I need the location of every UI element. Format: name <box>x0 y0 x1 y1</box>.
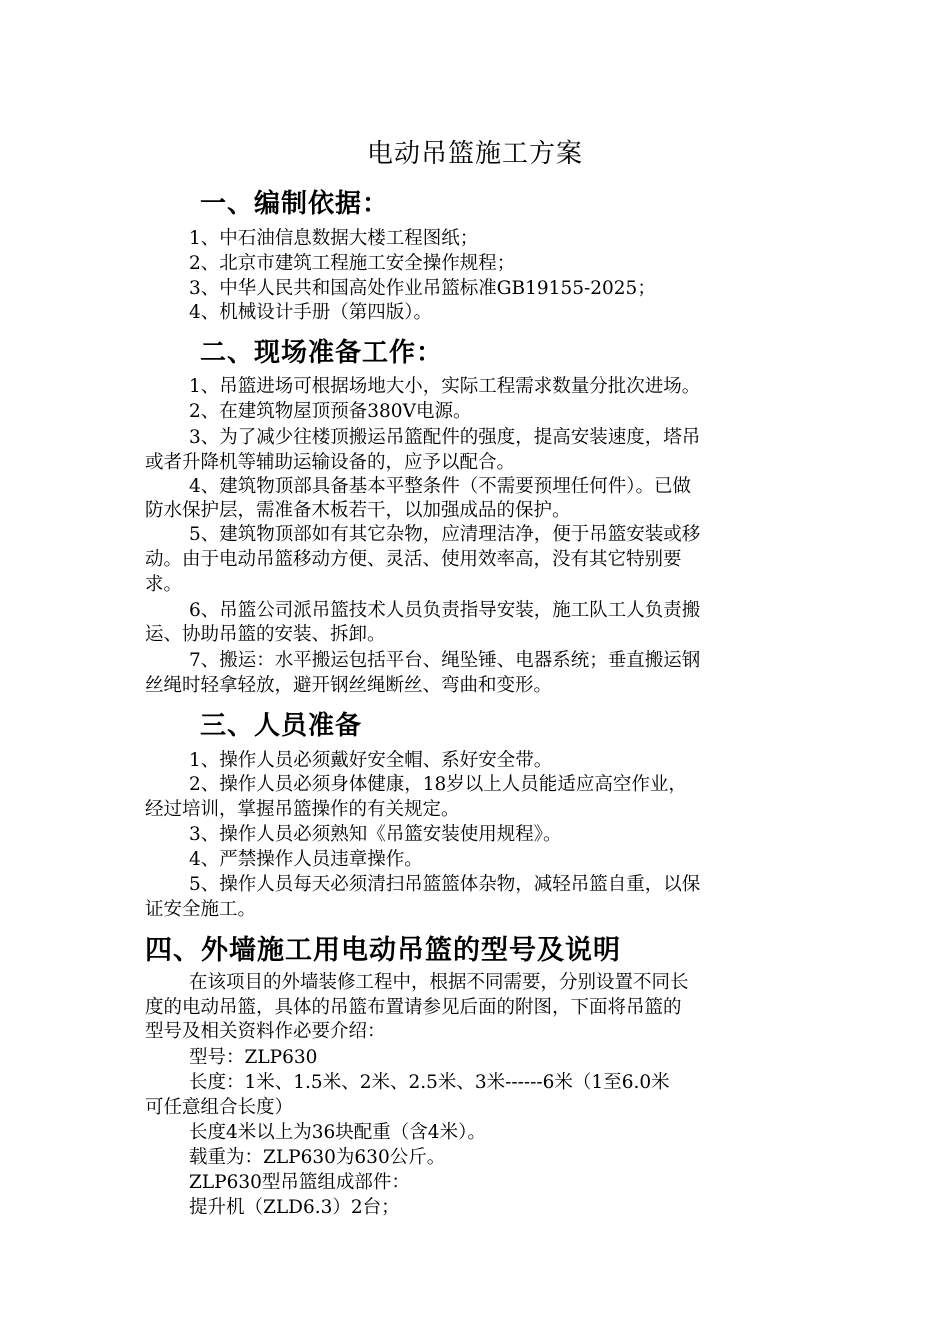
paragraph-line: 防水保护层，需准备木板若干，以加强成品的保护。 <box>145 500 571 521</box>
section-heading-4: 四、外墙施工用电动吊篮的型号及说明 <box>145 935 621 966</box>
section-heading-3: 三、人员准备 <box>200 711 363 741</box>
paragraph-line: 在该项目的外墙装修工程中，根据不同需要，分别设置不同长 <box>189 972 689 993</box>
paragraph-line: 提升机（ZLD6.3）2台； <box>189 1197 400 1218</box>
paragraph-line: 经过培训，掌握吊篮操作的有关规定。 <box>145 799 460 820</box>
paragraph-line: 1、吊篮进场可根据场地大小，实际工程需求数量分批次进场。 <box>189 376 701 397</box>
paragraph-line: 1、操作人员必须戴好安全帽、系好安全带。 <box>189 750 553 771</box>
paragraph-line: 或者升降机等辅助运输设备的，应予以配合。 <box>145 452 516 473</box>
paragraph-line: 求。 <box>145 574 183 595</box>
paragraph-line: 2、在建筑物屋顶预备380V电源。 <box>189 401 472 422</box>
paragraph-line: 2、北京市建筑工程施工安全操作规程； <box>189 253 516 274</box>
section-heading-1: 一、编制依据： <box>200 189 390 219</box>
paragraph-line: 可任意组合长度） <box>145 1097 294 1118</box>
paragraph-line: 4、建筑物顶部具备基本平整条件（不需要预埋任何件）。已做 <box>189 476 692 497</box>
paragraph-line: 长度4米以上为36块配重（含4米）。 <box>189 1122 486 1143</box>
section-heading-2: 二、现场准备工作： <box>200 338 444 368</box>
paragraph-line: 动。由于电动吊篮移动方便、灵活、使用效率高，没有其它特别要 <box>145 549 682 570</box>
paragraph-line: 丝绳时轻拿轻放，避开钢丝绳断丝、弯曲和变形。 <box>145 675 553 696</box>
paragraph-line: 4、机械设计手册（第四版）。 <box>189 302 433 323</box>
paragraph-line: 1、中石油信息数据大楼工程图纸； <box>189 228 479 249</box>
paragraph-line: 3、操作人员必须熟知《吊篮安装使用规程》。 <box>189 824 562 845</box>
paragraph-line: 运、协助吊篮的安装、拆卸。 <box>145 624 386 645</box>
paragraph-line: 型号：ZLP630 <box>189 1047 318 1068</box>
document-title: 电动吊篮施工方案 <box>366 139 583 169</box>
paragraph-line: 3、为了减少往楼顶搬运吊篮配件的强度，提高安装速度，塔吊 <box>189 427 701 448</box>
paragraph-line: 3、中华人民共和国高处作业吊篮标准GB19155-2025； <box>189 278 656 299</box>
paragraph-line: 6、吊篮公司派吊篮技术人员负责指导安装，施工队工人负责搬 <box>189 600 701 621</box>
paragraph-line: 2、操作人员必须身体健康，18岁以上人员能适应高空作业， <box>189 774 687 795</box>
paragraph-line: 载重为：ZLP630为630公斤。 <box>189 1147 446 1168</box>
paragraph-line: 5、操作人员每天必须清扫吊篮篮体杂物，减轻吊篮自重，以保 <box>189 874 701 895</box>
paragraph-line: 5、建筑物顶部如有其它杂物，应清理洁净，便于吊篮安装或移 <box>189 524 701 545</box>
paragraph-line: 度的电动吊篮，具体的吊篮布置请参见后面的附图，下面将吊篮的 <box>145 997 682 1018</box>
paragraph-line: 证安全施工。 <box>145 899 257 920</box>
paragraph-line: 4、严禁操作人员违章操作。 <box>189 849 423 870</box>
paragraph-line: 型号及相关资料作必要介绍： <box>145 1021 386 1042</box>
paragraph-line: 长度：1米、1.5米、2米、2.5米、3米------6米（1至6.0米 <box>189 1072 670 1093</box>
paragraph-line: 7、搬运：水平搬运包括平台、绳坠锤、电器系统；垂直搬运钢 <box>189 650 701 671</box>
paragraph-line: ZLP630型吊篮组成部件： <box>189 1172 410 1193</box>
